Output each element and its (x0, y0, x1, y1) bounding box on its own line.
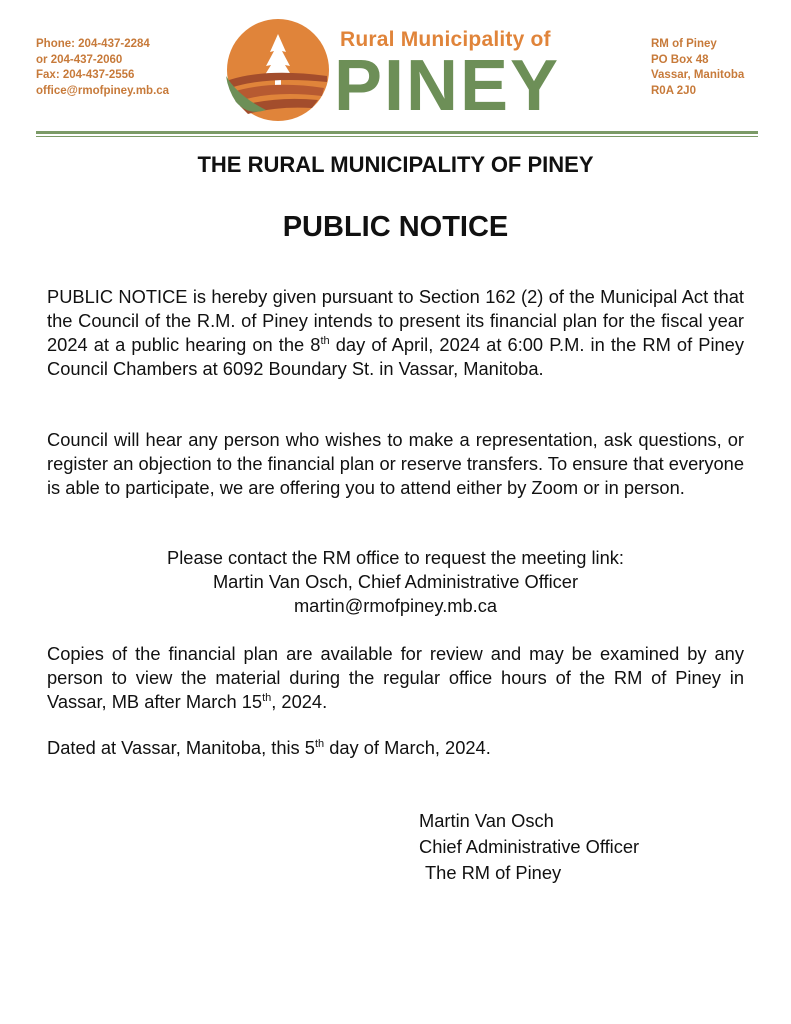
email-line: office@rmofpiney.mb.ca (36, 84, 170, 97)
contact-email: martin@rmofpiney.mb.ca (293, 595, 498, 616)
address-line-postal: R0A 2J0 (651, 84, 696, 97)
header-contact-info (36, 37, 169, 99)
signatory-org: The RM of Piney (425, 862, 562, 883)
signatory-title: Chief Administrative Officer (419, 836, 640, 857)
ordinal-suffix: th (262, 691, 272, 704)
header-address (651, 37, 744, 99)
logo-name: PINEY (334, 46, 561, 126)
hearing-text: PUBLIC NOTICE is hereby given pursuant to Section 162 (2) of the Municipal Act that the Council of the R.M. of Piney intends to present its financial plan for the fiscal year 2024 at a public hearing on the 8 (47, 286, 744, 355)
logo-subtitle: Rural Municipality of (340, 28, 551, 51)
contact-instruction: Please contact the RM office to request the meeting link: (167, 547, 624, 568)
pine-tree-emblem-icon (226, 18, 330, 122)
copies-paragraph (47, 642, 744, 714)
phone-alt-line: or 204-437-2060 (36, 53, 123, 66)
address-line-org: RM of Piney (651, 38, 717, 50)
ordinal-suffix: th (320, 334, 330, 347)
header-divider-thin (36, 136, 758, 137)
dated-text: Dated at Vassar, Manitoba, this 5 (47, 737, 315, 758)
signature-block (419, 808, 639, 886)
notice-title: PUBLIC NOTICE (282, 211, 509, 243)
municipality-title: THE RURAL MUNICIPALITY OF PINEY (197, 152, 594, 177)
hearing-paragraph (47, 285, 744, 381)
dated-text-cont: day of March, 2024. (324, 737, 491, 758)
signatory-name: Martin Van Osch (419, 810, 554, 831)
ordinal-suffix: th (314, 737, 325, 750)
header-divider (36, 131, 758, 134)
phone-line: Phone: 204-437-2284 (36, 38, 150, 50)
hearing-text-cont: day of April, 2024 at 6:00 P.M. in the RM of Piney Council Chambers at 6092 Boundary St. in Vassar, Manitoba. (47, 334, 744, 379)
fax-line: Fax: 204-437-2556 (36, 69, 135, 81)
copies-text: Copies of the financial plan are available for review and may be examined by any person to view the material during the regular office hours of the RM of Piney in Vassar, MB after March 15 (47, 643, 744, 712)
address-line-box: PO Box 48 (651, 53, 709, 66)
copies-text-cont: , 2024. (271, 691, 328, 712)
council-paragraph: Council will hear any person who wishes to make a representation, ask questions, or register an objection to the financial plan or reserve transfers. To ensure that everyone is able to participate, we are offering you to attend either by Zoom or in person. (47, 429, 744, 498)
address-line-city: Vassar, Manitoba (651, 69, 745, 81)
dated-line (47, 736, 744, 760)
contact-block (0, 546, 791, 618)
contact-person: Martin Van Osch, Chief Administrative Officer (212, 571, 579, 592)
municipality-logo (226, 18, 566, 126)
